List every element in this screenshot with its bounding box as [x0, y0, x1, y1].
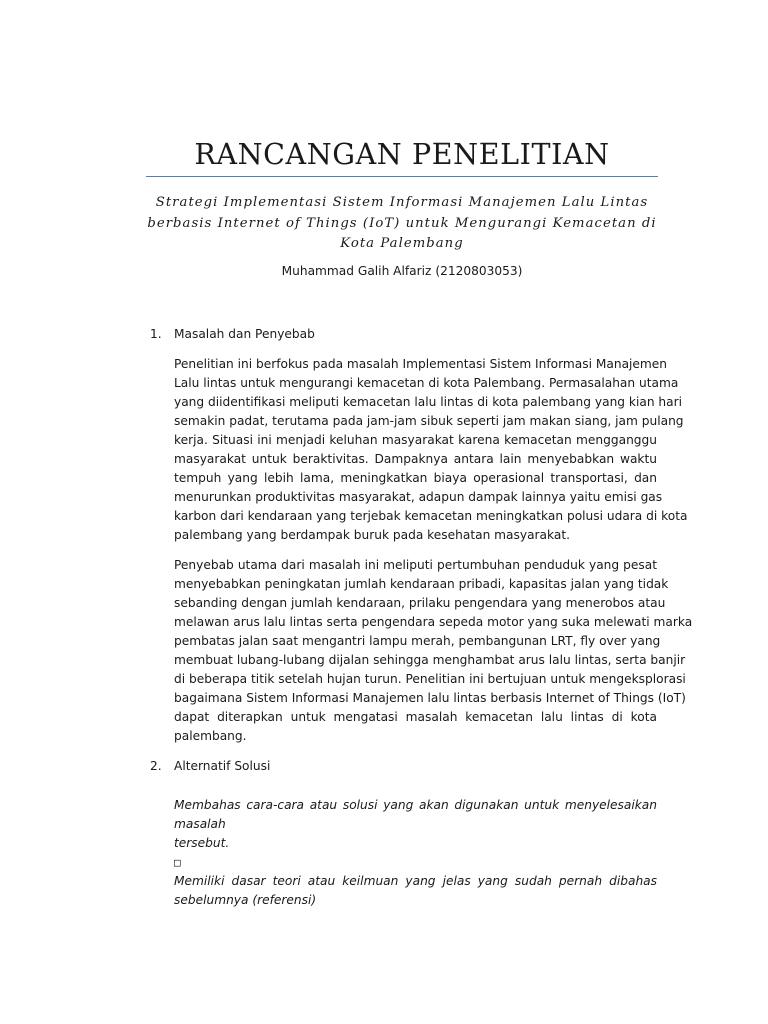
paragraph-line: tempuh yang lebih lama, meningkatkan biaya operasional transportasi, dan: [174, 471, 657, 485]
section-number: 2.: [150, 759, 162, 773]
note-line: Memiliki dasar teori atau keilmuan yang jelas yang sudah pernah dibahas: [174, 874, 657, 888]
paragraph-line: Penelitian ini berfokus pada masalah Implementasi Sistem Informasi Manajemen: [174, 357, 668, 371]
note-line: Membahas cara-cara atau solusi yang akan digunakan untuk menyelesaikan: [174, 798, 657, 812]
paragraph-line: Lalu lintas untuk mengurangi kemacetan di kota Palembang. Permasalahan utama: [174, 376, 679, 390]
section-number: 1.: [150, 327, 162, 341]
paragraph-line: menyebabkan peningkatan jumlah kendaraan pribadi, kapasitas jalan yang tidak: [174, 577, 669, 591]
paragraph-line: palembang.: [174, 729, 247, 743]
paragraph-line: membuat lubang-lubang dijalan sehingga menghambat arus lalu lintas, serta banjir: [174, 653, 686, 667]
subtitle-line: berbasis Internet of Things (IoT) untuk Mengurangi Kemacetan di: [147, 215, 657, 231]
paragraph-line: melawan arus lalu lintas serta pengendara sepeda motor yang suka melewati marka: [174, 615, 693, 629]
missing-glyph-icon: □: [174, 856, 181, 869]
section-title: Alternatif Solusi: [174, 759, 271, 773]
paragraph-penyebab: [174, 556, 693, 746]
document-subtitle: [146, 193, 658, 255]
paragraph-line: sebanding dengan jumlah kendaraan, prilaku pengendara yang menerobos atau: [174, 596, 666, 610]
note-line: sebelumnya (referensi): [174, 893, 317, 907]
paragraph-line: di beberapa titik setelah hujan turun. Penelitian ini bertujuan untuk mengeksplorasi: [174, 672, 686, 686]
note-line: masalah: [174, 817, 226, 831]
note-line: tersebut.: [174, 836, 230, 850]
paragraph-line: menurunkan produktivitas masyarakat, adapun dampak lainnya yaitu emisi gas: [174, 490, 663, 504]
author-line: Muhammad Galih Alfariz (2120803053): [281, 264, 523, 278]
solution-notes: [174, 796, 657, 910]
title-underline: [146, 176, 658, 177]
paragraph-line: karbon dari kendaraan yang terjebak kemacetan meningkatkan polusi udara di kota: [174, 509, 688, 523]
section-title: Masalah dan Penyebab: [174, 327, 315, 341]
subtitle-line: Strategi Implementasi Sistem Informasi Manajemen Lalu Lintas: [155, 195, 649, 210]
document-title: RANCANGAN PENELITIAN: [194, 138, 610, 171]
paragraph-line: dapat diterapkan untuk mengatasi masalah kemacetan lalu lintas di kota: [174, 710, 657, 724]
paragraph-line: bagaimana Sistem Informasi Manajemen lalu lintas berbasis Internet of Things (IoT): [174, 691, 686, 705]
paragraph-masalah: [174, 355, 688, 545]
paragraph-line: yang diidentifikasi meliputi kemacetan lalu lintas di kota palembang yang kian hari: [174, 395, 683, 409]
paragraph-line: masyarakat untuk beraktivitas. Dampaknya antara lain menyebabkan waktu: [174, 452, 657, 466]
paragraph-line: semakin padat, terutama pada jam-jam sibuk seperti jam makan siang, jam pulang: [174, 414, 684, 428]
subtitle-line: Kota Palembang: [340, 236, 464, 251]
paragraph-line: kerja. Situasi ini menjadi keluhan masyarakat karena kemacetan mengganggu: [174, 433, 657, 447]
paragraph-line: Penyebab utama dari masalah ini meliputi pertumbuhan penduduk yang pesat: [174, 558, 657, 572]
paragraph-line: pembatas jalan saat mengantri lampu merah, pembangunan LRT, fly over yang: [174, 634, 661, 648]
paragraph-line: palembang yang berdampak buruk pada kesehatan masyarakat.: [174, 528, 570, 542]
